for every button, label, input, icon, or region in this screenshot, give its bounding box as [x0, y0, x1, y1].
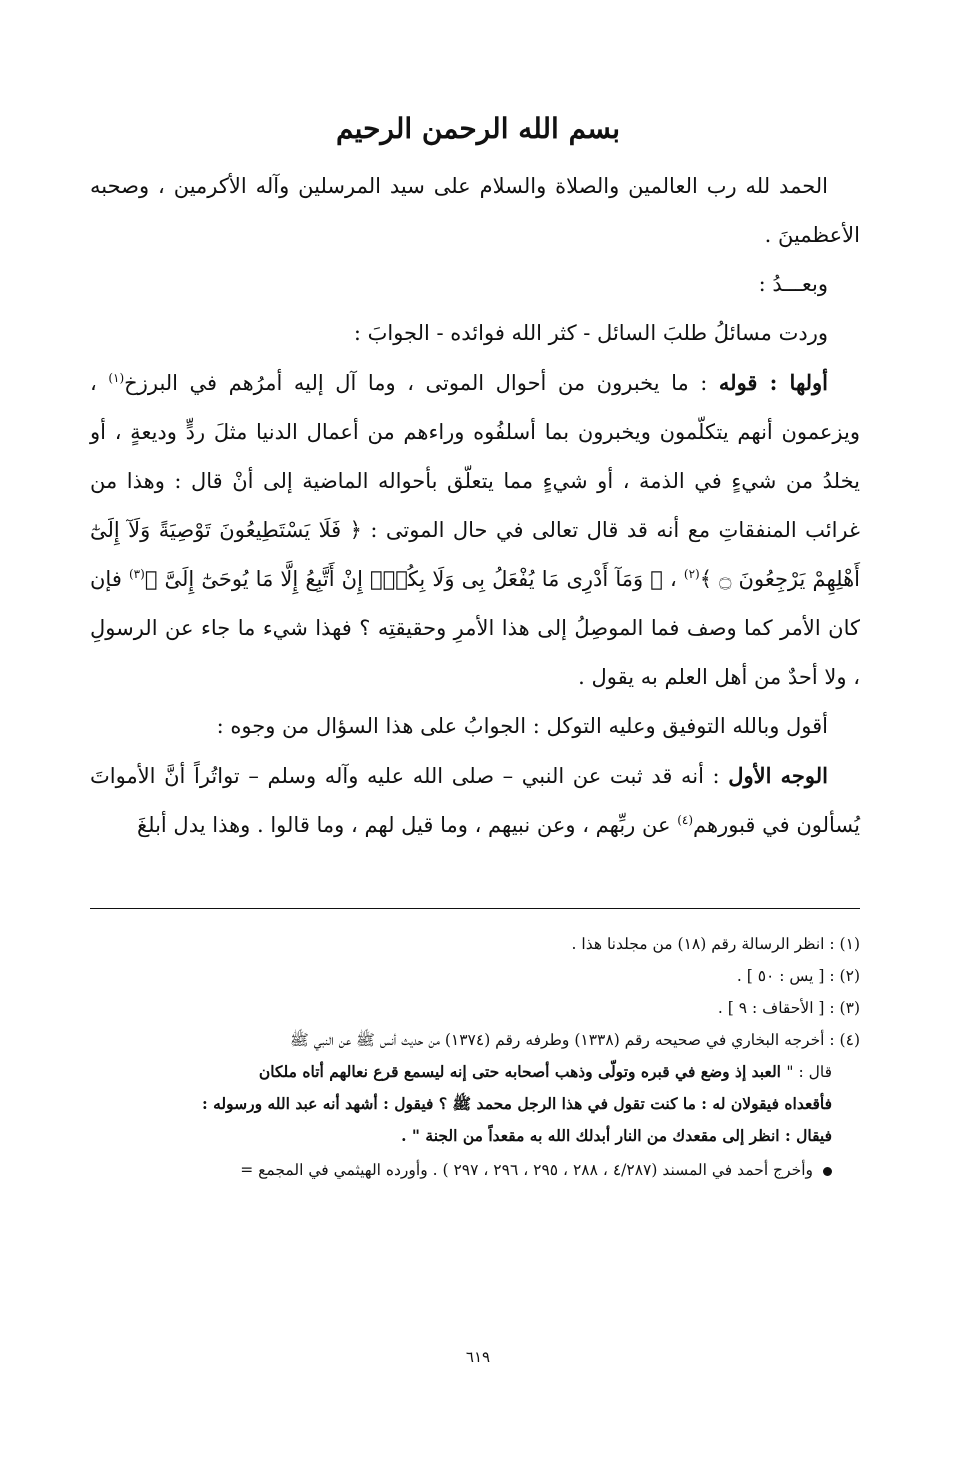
footnote-4 [90, 1024, 860, 1056]
footnote-2-number: (٢) : [829, 967, 860, 985]
bullet-icon [823, 1167, 832, 1176]
quran-verse-yasin: ﴿ فَلَا يَسْتَطِيعُونَ تَوْصِيَةً وَلَآ إِلَىٰٓ أَهْلِهِمْ يَرْجِعُونَ ۝ ﴾ [90, 518, 860, 591]
page-title: بسم الله الرحمن الرحيم [336, 112, 620, 145]
footnote-2 [90, 960, 860, 992]
footnote-3-text: [ الأحقاف : ٩ ] . [717, 999, 830, 1017]
footnote-4-hadith-line-2: فأقعداه فيقولان له : ما كنت تقول في هذا الرجل محمد ﷺ ؟ فيقول : أشهد أنه عبد الله ورسوله : [201, 1094, 832, 1113]
footnote-4-hadith-lead: قال : " [786, 1063, 832, 1081]
footnote-4-hadith-line-3: فيقال : انظر إلى مقعدك من النار أبدلك الله به مقعداً من الجنة " . [401, 1126, 832, 1145]
paragraph-first-aspect [90, 751, 860, 850]
footnote-4-additional-text: وأخرج أحمد في المسند (٤/٢٨٧ ، ٢٨٨ ، ٢٩٥ ، ٢٩٦ ، ٢٩٧ ) . وأورده الهيثمي في المجمع = [240, 1161, 813, 1179]
footnote-4-number: (٤) : [829, 1031, 860, 1049]
paragraph-answer-intro: أقول وبالله التوفيق وعليه التوكل : الجوابُ على هذا السؤال من وجوه : [216, 714, 828, 738]
first-question-text-d: فإن كان الأمر كما وصف فما الموصِلُ إلى هذا الأمرِ وحقيقتِه ؟ فهذا شيء ما جاء عن الرسولِ ، ولا أحدٌ من أهل العلم به يقول . [90, 567, 860, 689]
footnote-4-text: أخرجه البخاري في صحيحه رقم (١٣٣٨) وطرفه رقم (١٣٧٤) من حديث أنس ﷺ عن النبي ﷺ [290, 1031, 830, 1049]
footnote-3-number: (٣) : [829, 999, 860, 1017]
footnote-4-hadith-text-1: العبد إذ وضع في قبره وتولّى وذهب أصحابه حتى إنه ليسمع قرع نعالهم أتاه ملكان [258, 1062, 787, 1081]
footnote-3 [90, 992, 860, 1024]
first-aspect-lead: الوجه الأول [728, 763, 828, 788]
footnote-ref-4: (٤) [677, 813, 694, 827]
first-aspect-text-b: عن ربِّهم ، وعن نبيهم ، وما قيل لهم ، وما قالوا . وهذا يدل أبلغَ [136, 813, 678, 837]
main-text [90, 162, 860, 850]
footnote-divider [90, 908, 860, 909]
paragraph-first-question [90, 358, 860, 702]
footnote-1-text: انظر الرسالة رقم (١٨) من مجلدنا هذا . [571, 935, 830, 953]
first-question-text-c: ، [662, 567, 684, 591]
footnote-1 [90, 928, 860, 960]
first-aspect-text-a: : أنه قد ثبت عن النبي – صلى الله عليه وآله وسلم – تواتُراً أنَّ الأمواتَ يُسألون في قبورهم [90, 764, 860, 837]
first-question-lead: أولها : قوله [718, 370, 828, 395]
page-number: ٦١٩ [465, 1348, 491, 1366]
paragraph-questions-intro: وردت مسائلُ طلبَ السائل - كثر الله فوائده - الجوابَ : [353, 321, 828, 345]
footnote-4-additional-source [90, 1154, 860, 1186]
footnote-2-text: [ يس : ٥٠ ] . [736, 967, 830, 985]
first-question-text-b: ، ويزعمون أنهم يتكلّمون ويخبرون بما أسلفُوه وراءهم من أعمال الدنيا مثلَ ردٍّ وديعةٍ ، أو يخلدُ من شيءٍ في الذمة ، أو شيءٍ مما يتعلّق بأحواله الماضية إلى أنْ قال : وهذا من غرائب المنفقاتِ مع أنه قد قال تعالى في حال الموتى : [90, 371, 860, 542]
paragraph-praise: الحمد لله رب العالمين والصلاة والسلام على سيد المرسلين وآله الأكرمين ، وصحبه الأعظمينَ . [90, 174, 860, 247]
footnote-4-hadith-line-1 [90, 1056, 860, 1088]
footnote-ref-2: (٢) [683, 567, 700, 581]
first-question-text-a: : ما يخبرون من أحوال الموتى ، وما آل إليه أمرُهم في البرزخ [124, 371, 719, 395]
footnote-ref-3: (٣) [128, 567, 145, 581]
footnotes [90, 928, 860, 1186]
paragraph-wa-bad: وبعـــدُ : [758, 272, 828, 296]
footnote-ref-1: (١) [108, 371, 125, 385]
quran-verse-ahqaf: ﴿ وَمَآ أَدْرِى مَا يُفْعَلُ بِى وَلَا بِكُمْۖ إِنْ أَتَّبِعُ إِلَّا مَا يُوحَىٰٓ إِلَىَّ ﴾ [144, 567, 663, 591]
footnote-1-number: (١) : [829, 935, 860, 953]
